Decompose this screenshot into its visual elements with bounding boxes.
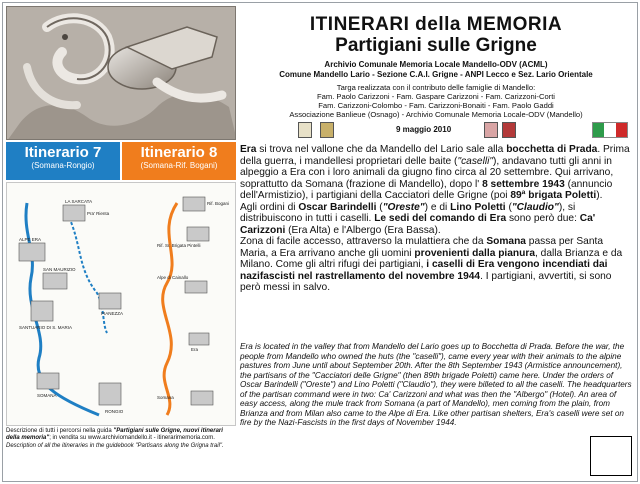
itinerary-8-header [122, 142, 236, 180]
map-label-santuario: SANTUARIO DI S. MARIA [19, 325, 73, 330]
map-label-sarcata: LA SARCATA [65, 199, 93, 204]
bold-era: Era [240, 144, 257, 155]
bold-bocchetta: bocchetta di Prada [506, 144, 598, 155]
bold-barindelli: Oscar Barindelli [298, 201, 377, 213]
san-maurizio-building [43, 273, 67, 289]
targa-intro: Targa realizzata con il contributo delle famiglie di Mandello: [336, 83, 536, 92]
map-label-san-maurizio: SAN MAURIZIO [43, 267, 76, 272]
comune-logo [298, 122, 312, 138]
archive-line: Archivio Comunale Memoria Locale Mandello-ODV (ACML) [324, 60, 548, 69]
route-8-line [163, 203, 177, 415]
italian-flag-icon [592, 122, 628, 138]
bold-date: 8 settembre 1943 [482, 178, 565, 190]
alpe-era-building [19, 243, 45, 261]
caption-suffix: ; in vendita su www.archiviomandello.it - itinerarimemoria.com. [49, 435, 215, 442]
bold-carizzoni: Ca' Carizzoni [240, 213, 596, 236]
p1-text-h: (annuncio dell'Armistizio), i partigiani della Cacciatori delle Grigne (poi [240, 178, 613, 201]
p3-text-a: Zona di facile accesso, attraverso la mulattiera che da [240, 236, 487, 247]
p1-text-f: ), andavano tutti gli anni in alpeggio a Era con i loro animali da giugno fino circa al 20 settembre. Qui arrivano, soprattutto da Somana (frazione di Mandello), dopo l' [240, 155, 614, 190]
italic-caselli: "caselli" [457, 155, 493, 167]
association-line: Associazione Banlieue (Osnago) - Archivio Comunale Memoria Locale-ODV (Mandello) [289, 110, 583, 119]
cainallo-building [185, 281, 207, 293]
p2-text-e: ) e di [424, 201, 451, 213]
p1-text-d: . Prima della guerra, i mandellesi proprietari delle baite ( [240, 144, 630, 167]
map-label-somana8: Somana [157, 395, 174, 400]
itinerary-7-title: Itinerario 7 [24, 144, 102, 161]
map-label-pra-rienta: Pra' Rienta [87, 211, 110, 216]
sections-line: Comune Mandello Lario - Sezione C.A.I. Grigne - ANPI Lecco e Sez. Lario Orientale [279, 70, 593, 79]
route-map [7, 183, 237, 427]
families-line-2: Fam. Carizzoni-Colombo - Fam. Carizzoni-Bonaiti - Fam. Paolo Gaddi [318, 101, 554, 110]
qr-code-box [590, 436, 632, 476]
pianezza-building [99, 293, 121, 309]
title-line-2: Partigiani sulle Grigne [335, 35, 537, 56]
italic-claudio: "Claudio" [511, 201, 559, 213]
map-label-alpe-era: ALPE ERA [19, 237, 42, 242]
body-italian [240, 144, 634, 294]
itinerary-8-subtitle: (Somana-Rif. Bogani) [140, 161, 218, 170]
somana8-building [191, 391, 213, 405]
itinerary-8-title: Itinerario 8 [140, 144, 218, 161]
bold-sedi: Le sedi del comando di Era [374, 213, 507, 224]
bold-somana: Somana [486, 236, 526, 247]
relief-illustration [7, 7, 236, 140]
itinerary-7-header [6, 142, 120, 180]
bold-incendiati: i caselli di Era vengono incendiati dai nazifascisti nel rastrellamento del novembre 1944 [240, 259, 608, 282]
italic-oreste: "Oreste" [382, 201, 425, 213]
caption-prefix: Descrizione di tutti i percorsi nella guida [6, 428, 114, 434]
bold-poletti: Lino Poletti [450, 201, 506, 213]
p3-text-e: , dalla Brianza e da Milano. Come gli altri rifugi dei partigiani, [240, 247, 623, 270]
date-label: 9 maggio 2010 [396, 125, 452, 134]
anpi-logo [484, 122, 498, 138]
p3-text-g: . I partigiani, avvertiti, si sono però messi in salvo. [240, 270, 612, 293]
caption-guide-title: "Partigiani sulle Grigne, nuovi itinerari della memoria" [6, 428, 223, 442]
santuario-building [31, 301, 53, 321]
cai-logo [320, 122, 334, 138]
paragraph-3 [240, 236, 634, 294]
map-label-cainallo: Alpe di Cainallo [157, 275, 189, 280]
p2-text-g: ( [505, 201, 512, 213]
paragraph-2 [240, 202, 634, 237]
p1-text-b: si trova nel vallone che da Mandello del Lario sale alla [256, 144, 507, 155]
bold-pianura: provenienti dalla pianura [414, 247, 535, 259]
logos-row [238, 122, 634, 140]
p2-text-a: Agli ordini di [240, 201, 299, 213]
caption-english: Description of all the itineraries in the guidebook "Partisans along the Grigna trail". [6, 442, 224, 449]
map-label-pianezza: PIANEZZA [101, 311, 124, 316]
families-line-1: Fam. Paolo Carizzoni - Fam. Gaspare Carizzoni - Fam. Carizzoni-Corti [317, 92, 555, 101]
acml-logo [502, 122, 516, 138]
map-label-bogani: Rif. Bogani [207, 201, 230, 206]
stone-relief-image [6, 6, 236, 140]
p3-text-c: passa per Santa Maria, a Era arrivano anche gli uomini [240, 236, 603, 259]
map-label-brigata: Rif. Sr. Brigata Pintelli [157, 243, 201, 248]
p2-text-c: ( [376, 201, 383, 213]
bogani-building [183, 197, 205, 211]
brigata-building [187, 227, 209, 241]
rongio-building [99, 383, 121, 405]
itinerary-map [6, 182, 236, 426]
bold-brigata: 89ª brigata Poletti [510, 190, 597, 201]
body-english: Era is located in the valley that from Mandello del Lario goes up to Bocchetta di Prada. Before the war, the people from Mandello who owned the huts (the "caselli"), came every year with their animals to the alpine pastures from June until about September 20th. After the 8th September 1943 (Armistice announcement), the partisans of the "Cacciatori delle Grigne" (then 89th brigade Poletti) came here. Under the orders of Oscar Barindelli ("Oreste") and Lino Poletti ("Claudio"), they were billeted to all the caselli. The headquarters of the partisan command were in two: Ca' Carizzoni and what was then the "Albergo" (Hotel). An area of easy access, along the mule track from Somana (a part of Mandello), men coming from the plain, from Brianza and from Milan also came to the Alpe di Era. Like other partisan shelters, Era's caselli were set on fire by the Nazi-Fascists in the first days of November 1944. [240, 342, 632, 427]
map-label-rongio: RONGIO [105, 409, 124, 414]
p2-text-k: sono però due: [506, 213, 580, 224]
p2-text-i: ), si distribuiscono in tutti i caselli. [240, 201, 576, 224]
p2-text-m: (Era Alta) e l'Albergo (Era Bassa). [285, 224, 441, 236]
p1-text-j: ). [596, 190, 603, 201]
title-line-1: ITINERARI della MEMORIA [309, 14, 563, 35]
guide-caption [6, 428, 238, 450]
sarcata-building [63, 205, 85, 221]
map-label-era: Era [191, 347, 199, 352]
itinerary-7-subtitle: (Somana-Rongio) [31, 161, 95, 170]
somana-building [37, 373, 59, 389]
era-building [189, 333, 209, 345]
plaque-header [238, 6, 634, 140]
map-label-somana: SOMANA [37, 393, 57, 398]
paragraph-1 [240, 144, 634, 202]
